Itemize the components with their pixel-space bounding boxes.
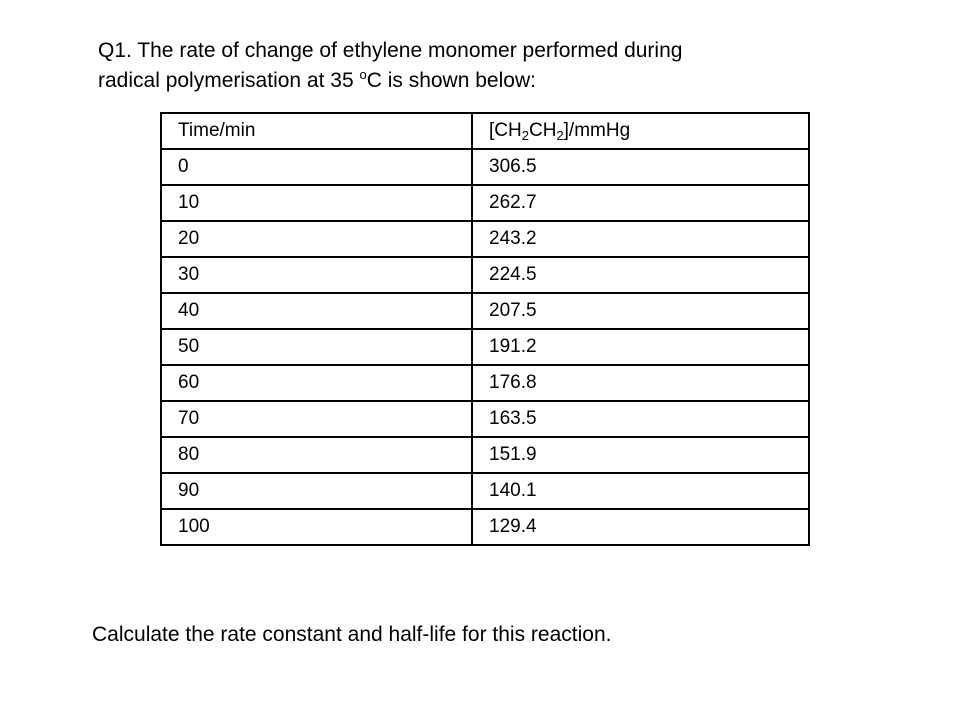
concentration-cell: 207.5 [472, 293, 809, 329]
table-row [161, 401, 809, 437]
time-cell: 20 [161, 221, 472, 257]
concentration-cell: 191.2 [472, 329, 809, 365]
degree-symbol: o [359, 67, 367, 82]
table-row [161, 185, 809, 221]
header-conc-sub-1: 2 [521, 128, 529, 143]
time-cell: 0 [161, 149, 472, 185]
header-conc-part-1: [CH [489, 120, 522, 141]
table-row [161, 329, 809, 365]
time-cell: 30 [161, 257, 472, 293]
table-row [161, 257, 809, 293]
concentration-cell: 224.5 [472, 257, 809, 293]
data-table-body [161, 113, 809, 545]
table-row [161, 365, 809, 401]
concentration-cell: 129.4 [472, 509, 809, 545]
table-row [161, 293, 809, 329]
table-row [161, 473, 809, 509]
header-conc-part-3: ]/mmHg [563, 120, 631, 141]
question-text [98, 36, 898, 96]
time-cell: 70 [161, 401, 472, 437]
concentration-cell: 243.2 [472, 221, 809, 257]
instruction-text: Calculate the rate constant and half-life for this reaction. [92, 623, 612, 646]
header-conc-part-2: CH [528, 120, 557, 141]
concentration-cell: 176.8 [472, 365, 809, 401]
concentration-cell: 306.5 [472, 149, 809, 185]
time-cell: 90 [161, 473, 472, 509]
question-line-2-suffix: C is shown below: [366, 69, 536, 92]
time-cell: 50 [161, 329, 472, 365]
table-header-row [161, 113, 809, 149]
table-row [161, 149, 809, 185]
question-line-2 [98, 66, 898, 96]
time-cell: 80 [161, 437, 472, 473]
header-conc-sub-2: 2 [556, 128, 564, 143]
data-table [160, 112, 810, 546]
concentration-cell: 140.1 [472, 473, 809, 509]
table-row [161, 437, 809, 473]
concentration-cell: 163.5 [472, 401, 809, 437]
question-line-1: Q1. The rate of change of ethylene monomer performed during [98, 39, 683, 62]
time-cell: 40 [161, 293, 472, 329]
concentration-cell: 262.7 [472, 185, 809, 221]
table-row [161, 509, 809, 545]
question-line-2-prefix: radical polymerisation at 35 [98, 69, 360, 92]
header-concentration [472, 113, 809, 149]
time-cell: 60 [161, 365, 472, 401]
time-cell: 100 [161, 509, 472, 545]
time-cell: 10 [161, 185, 472, 221]
table-row [161, 221, 809, 257]
header-time: Time/min [161, 113, 472, 149]
concentration-cell: 151.9 [472, 437, 809, 473]
